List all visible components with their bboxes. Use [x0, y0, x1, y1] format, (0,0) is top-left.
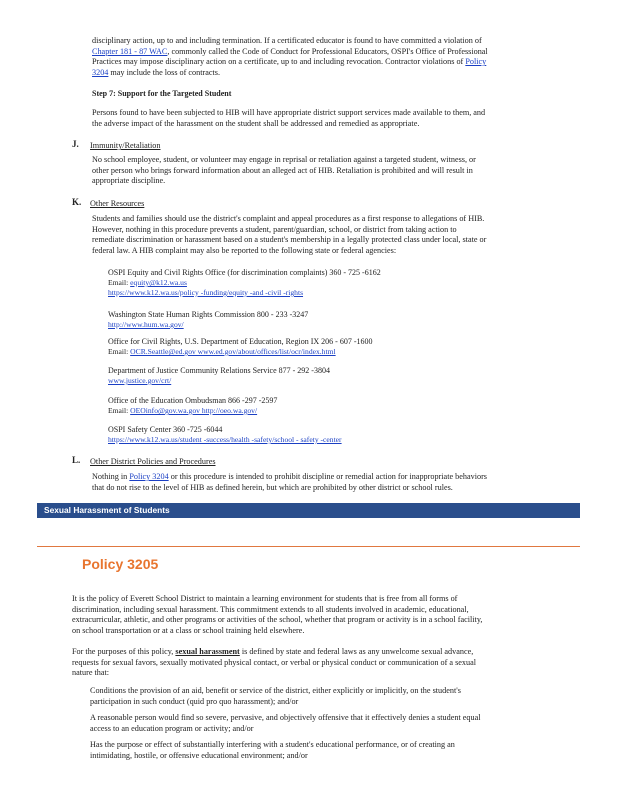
text-line: Chapter 181 - 87 WAC, commonly called the Code of Conduct for Professional Educators, OSPI's Office of Professional [92, 46, 488, 56]
banner-title: Sexual Harassment of Students [44, 505, 170, 515]
policy-bullet: A reasonable person would find so severe, pervasive, and objectively offensive that it effectively denies a student equal access to an education program or activity; and/or [90, 713, 481, 733]
website-link[interactable]: https://www.k12.wa.us/policy -funding/equity -and -civil -rights [108, 288, 304, 297]
section-letter: L. [72, 455, 81, 465]
policy-link[interactable]: Policy 3204 [129, 472, 169, 481]
divider [37, 546, 580, 547]
website-link[interactable]: www.justice.gov/crt/ [108, 376, 172, 385]
section-title: Other Resources [90, 199, 145, 208]
policy-link[interactable]: 3204 [92, 67, 109, 77]
section-letter: J. [72, 139, 79, 149]
resource-item: Washington State Human Rights Commission 800 - 233 -3247 http://www.hum.wa.gov/ [108, 310, 309, 329]
website-link[interactable]: https://www.k12.wa.us/student -success/health -safety/school - safety -center [108, 435, 342, 444]
section-banner [37, 503, 580, 518]
section-title: Other District Policies and Procedures [90, 457, 216, 466]
policy-bullet: Conditions the provision of an aid, benefit or service of the district, either explicitly or implicitly, on the student's participation in such conduct (quid pro quo harassment); and/or [90, 686, 461, 706]
policy-title: Policy 3205 [82, 556, 159, 572]
email-link[interactable]: OCR.Seattle@ed.gov www.ed.gov/about/offices/list/ocr/index.html [130, 347, 336, 356]
resource-item: Office for Civil Rights, U.S. Department of Education, Region IX 206 - 607 -1600 Email: OCR.Seattle@ed.gov www.ed.gov/about/offices/list/ocr/index.html [108, 337, 373, 356]
policy-paragraph: It is the policy of Everett School District to maintain a learning environment for students that is free from all forms of discrimination, including sexual harassment. This commitment extends to all students involved in academic, educational, extracurricular, athletic, and other programs or activities of the school, whether that program or activity is in a school facility, on school transportation or at a class or school training held elsewhere. [72, 594, 483, 635]
text-line: disciplinary action, up to and including termination. If a certificated educator is found to have committed a violation of [92, 36, 482, 45]
section-paragraph: Students and families should use the district's complaint and appeal procedures as a first response to allegations of HIB. However, nothing in this procedure prevents a student, parent/guardian, school, or district from taking action to remediate discrimination or harassment based on a student's membership in a legally protected class under local, state or federal law. A HIB complaint may also be reported to the following state or federal agencies: [92, 214, 487, 255]
section-title: Immunity/Retaliation [90, 141, 161, 150]
step-heading: Step 7: Support for the Targeted Student [92, 89, 232, 98]
text-line: Practices may impose disciplinary action on a certificate, up to and including revocation. Contractor violations of Policy [92, 57, 487, 66]
step-paragraph: Persons found to have been subjected to HIB will have appropriate district support services made available to them, and the adverse impact of the harassment on the student shall be addressed and remedied as appropriate. [92, 108, 486, 128]
text-line: 3204 may include the loss of contracts. [92, 67, 221, 77]
website-link[interactable]: http://www.hum.wa.gov/ [108, 320, 184, 329]
section-paragraph: Nothing in Policy 3204 or this procedure is intended to prohibit discipline or remedial action for inappropriate behaviors that do not rise to the level of HIB as defined herein, but which are prohibited by other district or school rules. [92, 472, 487, 492]
resource-item: OSPI Safety Center 360 -725 -6044 https://www.k12.wa.us/student -success/health -safety/school - safety -center [108, 425, 342, 444]
policy-link[interactable]: Policy [465, 57, 487, 66]
wac-link[interactable]: Chapter 181 - 87 WAC [92, 46, 168, 56]
section-paragraph: No school employee, student, or volunteer may engage in reprisal or retaliation against a targeted student, witness, or other person who brings forward information about an alleged act of HIB. Retaliation is prohibited and will result in appropriate discipline. [92, 155, 476, 185]
policy-paragraph: For the purposes of this policy, sexual harassment is defined by state and federal laws as any unwelcome sexual advance, requests for sexual favors, sexually motivated physical contact, or verbal or physical conduct or communication of a sexual nature that: [72, 647, 477, 677]
continued-paragraph [92, 36, 572, 78]
resource-item: Department of Justice Community Relations Service 877 - 292 -3804 www.justice.gov/crt/ [108, 366, 330, 385]
resource-item: Office of the Education Ombudsman 866 -297 -2597 Email: OEOinfo@gov.wa.gov http://oeo.wa.gov/ [108, 396, 278, 415]
resource-item: OSPI Equity and Civil Rights Office (for discrimination complaints) 360 - 725 -6162 Email: equity@k12.wa.us https://www.k12.wa.us/policy -funding/equity -and -civil -rights [108, 268, 381, 297]
section-letter: K. [72, 197, 82, 207]
email-link[interactable]: OEOinfo@gov.wa.gov http://oeo.wa.gov/ [130, 406, 258, 415]
email-link[interactable]: equity@k12.wa.us [130, 278, 187, 287]
policy-bullet: Has the purpose or effect of substantially interfering with a student's educational performance, or of creating an intimidating, hostile, or offensive educational environment; and/or [90, 740, 455, 760]
